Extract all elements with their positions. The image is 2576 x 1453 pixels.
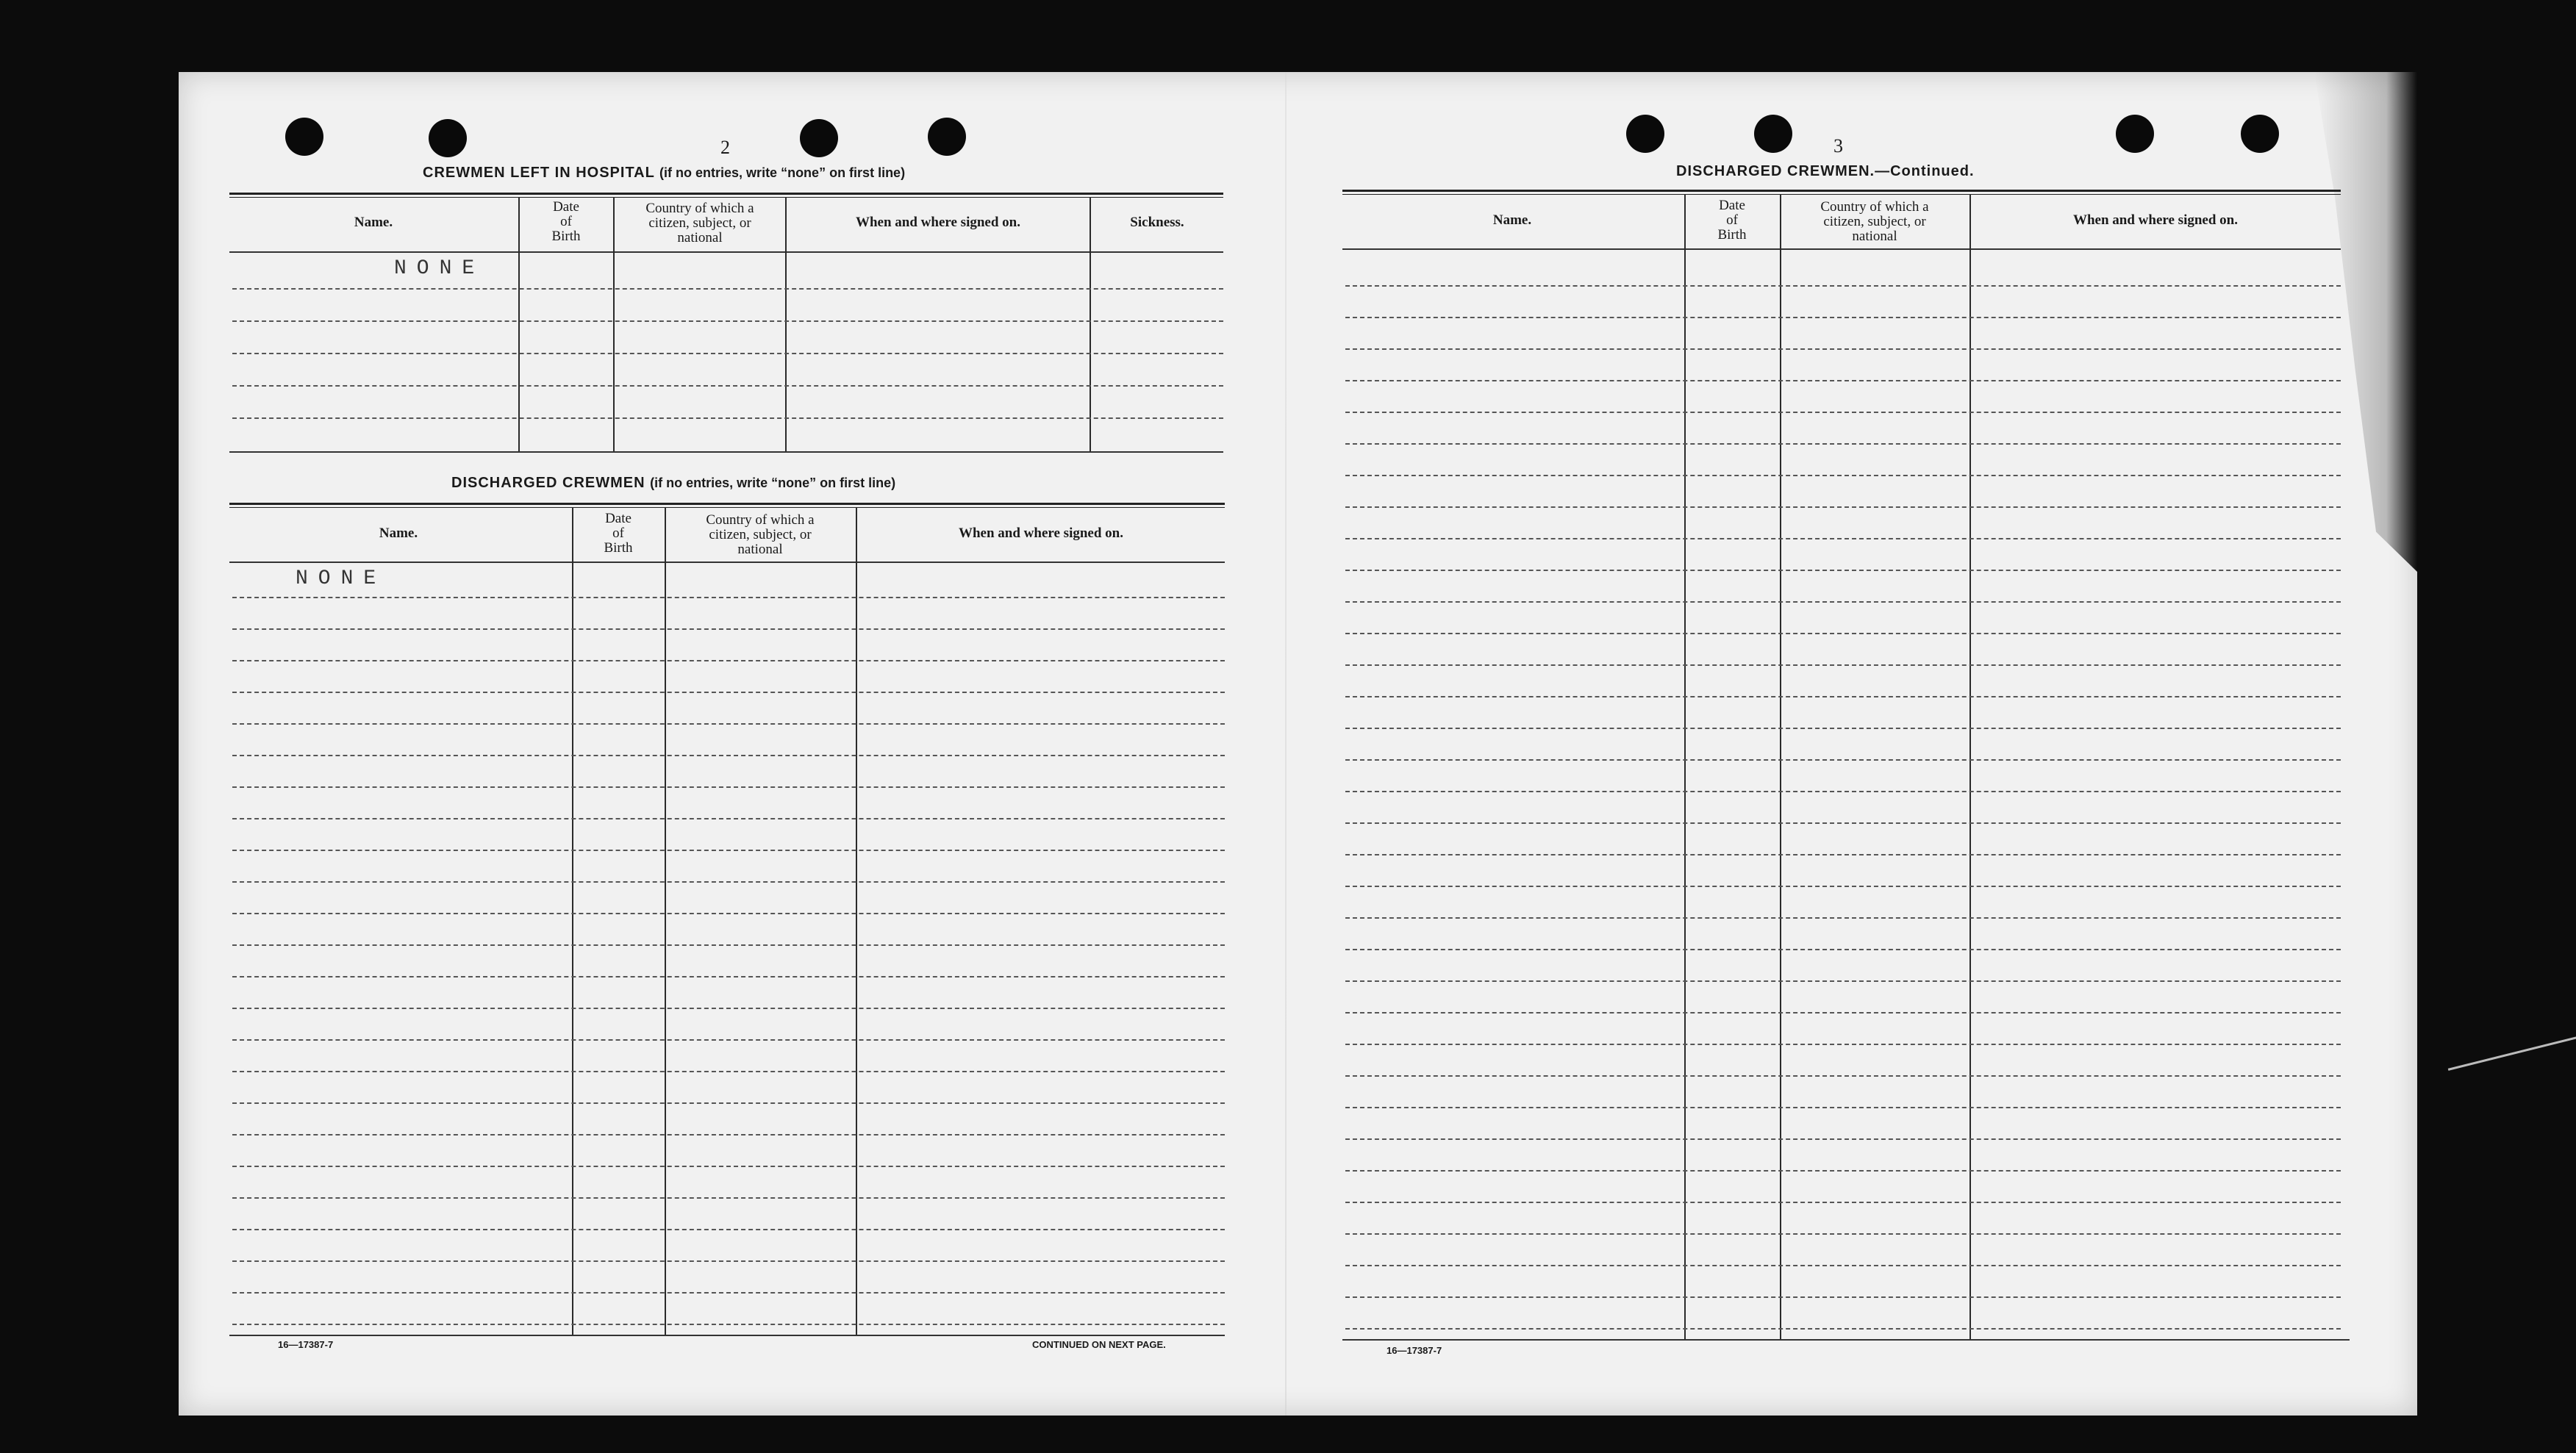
ruled-line	[1345, 1233, 2341, 1235]
hospital-divider	[1090, 197, 1091, 451]
ruled-line	[1345, 1138, 2341, 1140]
form-number-left: 16—17387-7	[278, 1339, 334, 1350]
ruled-line	[1345, 1107, 2341, 1108]
discharged-section-title	[451, 475, 895, 492]
ruled-line	[1345, 1170, 2341, 1172]
scan-artifact	[2448, 1019, 2576, 1071]
ruled-line	[1345, 506, 2341, 508]
ruled-line	[1345, 348, 2341, 350]
form-number-right: 16—17387-7	[1387, 1345, 1442, 1356]
right-divider	[1969, 194, 1971, 1341]
ruled-line	[1345, 696, 2341, 697]
right-top-rule	[1342, 190, 2341, 195]
ruled-line	[1345, 822, 2341, 824]
ruled-line	[232, 1292, 1225, 1294]
right-divider	[1780, 194, 1781, 1341]
discharged-divider	[572, 507, 573, 1335]
ruled-line	[232, 385, 1223, 387]
ruled-line	[1345, 917, 2341, 919]
ruled-line	[232, 597, 1225, 598]
ruled-line	[1345, 886, 2341, 887]
ruled-line	[1345, 854, 2341, 855]
discharged-entry-none: NONE	[296, 567, 387, 590]
punch-hole	[928, 118, 966, 156]
ruled-line	[232, 320, 1223, 322]
punch-hole	[1754, 115, 1792, 153]
ruled-line	[232, 417, 1223, 419]
hospital-title-text: CREWMEN LEFT IN HOSPITAL	[423, 165, 655, 181]
ruled-line	[232, 1039, 1225, 1041]
right-col-dob: Date of Birth	[1717, 198, 1747, 243]
right-bottom-rule	[1342, 1339, 2350, 1341]
right-section-title: DISCHARGED CREWMEN.—Continued.	[1676, 163, 1975, 179]
ruled-line	[232, 723, 1225, 725]
ruled-line	[1345, 570, 2341, 571]
ruled-line	[1345, 1044, 2341, 1045]
discharged-divider	[665, 507, 666, 1335]
ruled-line	[1345, 1202, 2341, 1203]
hospital-col-country: Country of which a citizen, subject, or national	[645, 201, 754, 245]
ruled-line	[232, 1260, 1225, 1262]
right-col-signed: When and where signed on.	[2072, 212, 2238, 228]
ruled-line	[1345, 1075, 2341, 1077]
ruled-line	[1345, 633, 2341, 634]
ruled-line	[232, 850, 1225, 851]
ruled-line	[1345, 980, 2341, 982]
ruled-line	[232, 1324, 1225, 1325]
ruled-line	[1345, 1265, 2341, 1266]
ruled-line	[232, 1071, 1225, 1072]
hospital-top-rule	[229, 193, 1223, 198]
discharged-title-text: DISCHARGED CREWMEN	[451, 475, 645, 491]
ruled-line	[232, 881, 1225, 883]
discharged-top-rule	[229, 503, 1225, 508]
ruled-line	[232, 976, 1225, 977]
form-sheet	[179, 72, 2417, 1416]
ruled-line	[232, 818, 1225, 819]
ruled-line	[1345, 1012, 2341, 1013]
discharged-col-signed: When and where signed on.	[958, 525, 1123, 541]
ruled-line	[232, 1134, 1225, 1136]
discharged-header-rule	[229, 562, 1225, 563]
hospital-col-sickness: Sickness.	[1130, 215, 1184, 230]
discharged-col-dob: Date of Birth	[604, 511, 633, 556]
hospital-col-name: Name.	[354, 215, 393, 230]
hospital-divider	[613, 197, 615, 451]
ruled-line	[232, 353, 1223, 354]
ruled-line	[232, 1166, 1225, 1167]
page-number-right: 3	[1833, 135, 1843, 157]
hospital-col-signed: When and where signed on.	[855, 215, 1020, 230]
hospital-title-note: (if no entries, write “none” on first line)	[659, 165, 906, 180]
ruled-line	[1345, 538, 2341, 539]
ruled-line	[232, 1008, 1225, 1009]
discharged-col-country: Country of which a citizen, subject, or national	[706, 512, 815, 557]
right-header-rule	[1342, 248, 2341, 250]
ruled-line	[1345, 791, 2341, 792]
punch-hole	[285, 118, 323, 156]
discharged-title-note: (if no entries, write “none” on first line)	[650, 476, 896, 490]
ruled-line	[1345, 443, 2341, 445]
ruled-line	[1345, 601, 2341, 603]
continued-note: CONTINUED ON NEXT PAGE.	[1032, 1339, 1166, 1350]
hospital-header-rule	[229, 251, 1223, 253]
ruled-line	[1345, 317, 2341, 318]
right-divider	[1684, 194, 1686, 1341]
curled-corner	[2314, 72, 2417, 572]
discharged-bottom-rule	[229, 1335, 1225, 1336]
ruled-line	[232, 913, 1225, 914]
hospital-bottom-rule	[229, 451, 1223, 453]
center-fold	[1285, 72, 1287, 1416]
hospital-section-title	[423, 165, 905, 182]
ruled-line	[1345, 380, 2341, 381]
ruled-line	[1345, 759, 2341, 761]
ruled-line	[232, 786, 1225, 788]
page-number-left: 2	[720, 137, 730, 158]
right-col-name: Name.	[1492, 212, 1532, 228]
hospital-col-dob: Date of Birth	[551, 199, 581, 244]
ruled-line	[232, 660, 1225, 661]
ruled-line	[1345, 285, 2341, 287]
ruled-line	[232, 288, 1223, 290]
ruled-line	[1345, 664, 2341, 666]
discharged-divider	[856, 507, 857, 1335]
punch-hole	[429, 119, 467, 157]
hospital-divider	[785, 197, 787, 451]
ruled-line	[232, 1197, 1225, 1199]
ruled-line	[1345, 728, 2341, 729]
ruled-line	[1345, 1328, 2341, 1330]
ruled-line	[232, 692, 1225, 693]
ruled-line	[1345, 412, 2341, 413]
ruled-line	[232, 1229, 1225, 1230]
discharged-col-name: Name.	[379, 525, 418, 541]
hospital-divider	[518, 197, 520, 451]
punch-hole	[2241, 115, 2279, 153]
ruled-line	[232, 755, 1225, 756]
right-col-country: Country of which a citizen, subject, or national	[1820, 199, 1929, 244]
punch-hole	[800, 119, 838, 157]
ruled-line	[1345, 949, 2341, 950]
punch-hole	[1626, 115, 1664, 153]
ruled-line	[1345, 475, 2341, 476]
ruled-line	[232, 628, 1225, 630]
hospital-entry-none: NONE	[394, 257, 485, 280]
ruled-line	[1345, 1296, 2341, 1298]
ruled-line	[232, 944, 1225, 946]
ruled-line	[232, 1102, 1225, 1104]
punch-hole	[2116, 115, 2154, 153]
